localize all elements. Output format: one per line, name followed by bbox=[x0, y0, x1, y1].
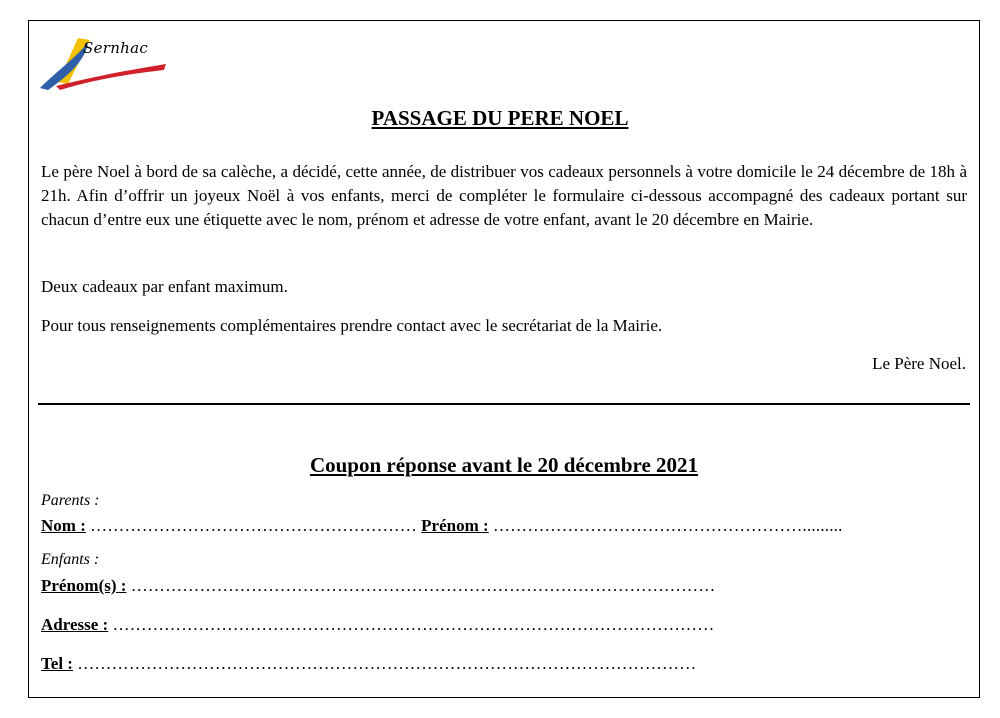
tel-field[interactable]: ……………………………………………………………………………………………… bbox=[77, 654, 697, 673]
nom-label: Nom : bbox=[41, 516, 86, 535]
parents-group-label: Parents : bbox=[41, 492, 100, 509]
limit-paragraph: Deux cadeaux par enfant maximum. bbox=[41, 277, 288, 296]
prenoms-row bbox=[41, 576, 716, 596]
nom-field[interactable]: ………………………………………………… bbox=[90, 516, 417, 535]
enfants-group-label: Enfants : bbox=[41, 551, 100, 568]
parents-row bbox=[41, 516, 843, 536]
contact-paragraph: Pour tous renseignements complémentaires prendre contact avec le secrétariat de la Mairie. bbox=[41, 316, 663, 335]
adresse-row bbox=[41, 615, 714, 635]
prenoms-label: Prénom(s) : bbox=[41, 576, 127, 595]
cut-divider bbox=[38, 403, 970, 405]
prenom-label: Prénom : bbox=[421, 516, 489, 535]
coupon-title: Coupon réponse avant le 20 décembre 2021 bbox=[309, 453, 699, 477]
page-title: PASSAGE DU PERE NOEL bbox=[371, 106, 629, 130]
prenom-field[interactable]: ………………………………………………......... bbox=[492, 516, 843, 535]
logo-text: Sernhac bbox=[83, 39, 149, 57]
prenoms-field[interactable]: ………………………………………………………………………………………… bbox=[130, 576, 716, 595]
signature: Le Père Noel. bbox=[872, 354, 966, 373]
tel-row bbox=[41, 654, 696, 674]
tel-label: Tel : bbox=[41, 654, 73, 673]
adresse-field[interactable]: …………………………………………………………………………………………… bbox=[112, 615, 715, 634]
adresse-label: Adresse : bbox=[41, 615, 109, 634]
intro-paragraph: Le père Noel à bord de sa calèche, a décidé, cette année, de distribuer vos cadeaux personnels à votre domicile le 24 décembre de 18h à 21h. Afin d’offrir un joyeux Noël à vos enfants, merci de compléter le formulaire ci-dessous accompagné des cadeaux portant sur chacun d’entre eux une étiquette avec le nom, prénom et adresse de votre enfant, avant le 20 décembre en Mairie. bbox=[41, 162, 967, 229]
